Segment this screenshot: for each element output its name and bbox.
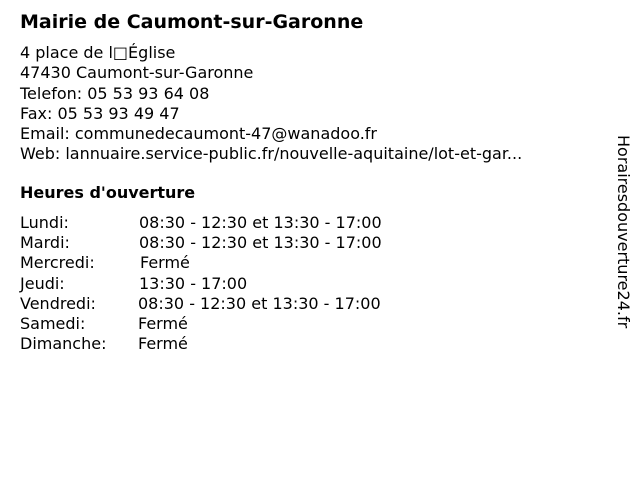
day-label: Samedi: <box>20 313 86 333</box>
phone-number: Telefon: 05 53 93 64 08 <box>20 83 210 103</box>
address-line-street: 4 place de l□Église <box>20 43 176 62</box>
page-title: Mairie de Caumont-sur-Garonne <box>20 11 364 33</box>
day-label: Lundi: <box>20 213 69 232</box>
fax-number: Fax: 05 53 93 49 47 <box>20 103 180 123</box>
website-link: Web: lannuaire.service-public.fr/nouvelle-aquitaine/lot-et-gar... <box>20 144 523 164</box>
day-hours: 08:30 - 12:30 et 13:30 - 17:00 <box>139 233 382 253</box>
day-hours: Fermé <box>140 253 190 273</box>
site-watermark: Horairesdouverture24.fr <box>614 135 633 329</box>
day-label: Mercredi: <box>20 253 95 273</box>
day-label: Jeudi: <box>20 273 65 293</box>
opening-hours-heading: Heures d'ouverture <box>20 183 196 202</box>
day-label: Mardi: <box>20 233 70 253</box>
email-address: Email: communedecaumont-47@wanadoo.fr <box>20 124 377 144</box>
day-label: Dimanche: <box>20 334 107 354</box>
day-hours: 08:30 - 12:30 et 13:30 - 17:00 <box>139 213 382 232</box>
day-hours: Fermé <box>138 334 188 354</box>
day-hours: Fermé <box>138 313 188 333</box>
day-hours: 13:30 - 17:00 <box>139 273 248 293</box>
day-label: Vendredi: <box>20 293 96 313</box>
address-line-city: 47430 Caumont-sur-Garonne <box>20 63 254 83</box>
day-hours: 08:30 - 12:30 et 13:30 - 17:00 <box>138 293 381 313</box>
contact-block <box>20 43 522 165</box>
